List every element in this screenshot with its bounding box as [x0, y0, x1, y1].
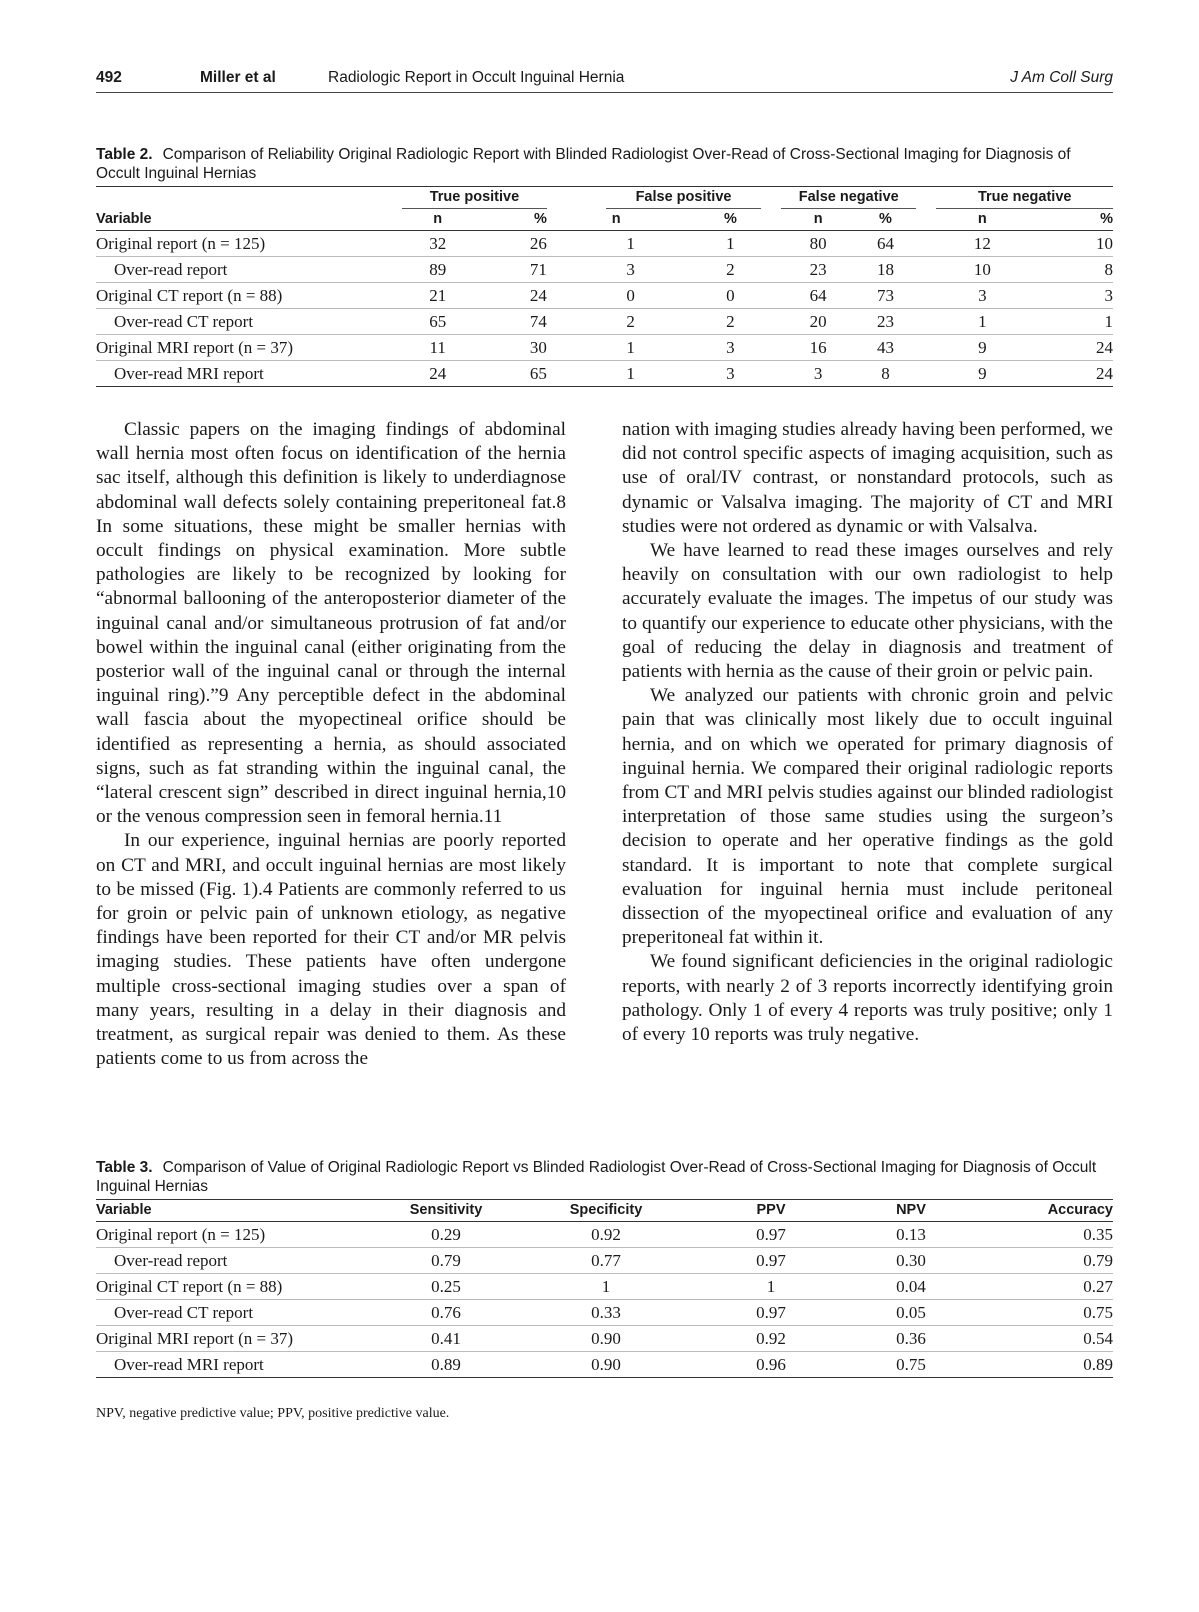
table-2-grid — [96, 186, 1113, 387]
table-cell — [547, 361, 606, 387]
table-cell: 74 — [473, 309, 546, 335]
column-header: % — [723, 211, 737, 227]
table-row — [96, 1248, 1113, 1274]
table-cell: 10 — [936, 257, 1028, 283]
table-cell: 0.75 — [986, 1300, 1113, 1326]
table-cell: 8 — [855, 361, 916, 387]
column-header: n — [611, 211, 621, 227]
table-cell — [547, 335, 606, 361]
body-column-right — [622, 418, 1113, 1047]
table-row — [96, 1274, 1113, 1300]
column-header: n — [977, 211, 987, 227]
table-cell — [547, 309, 606, 335]
table-cell: 0.79 — [386, 1248, 506, 1274]
table-cell: 0.35 — [1083, 1224, 1113, 1244]
table-cell: 65 — [473, 361, 546, 387]
table-cell: Original MRI report (n = 37) — [96, 1326, 386, 1352]
body-paragraph: In our experience, inguinal hernias are poorly reported on CT and MRI, and occult inguinal hernias are most likely to be missed (Fig. 1).4 Patients are commonly referred to us for groin or pelvic pain of unknown etiology, as negative findings have been reported for their CT and/or MR pelvis imaging studies. These patients have often undergone multiple cross-sectional imaging studies over a span of many years, resulting in a delay in their diagnosis and treatment, as surgical repair was denied to them. As these patients come to us from across the — [96, 830, 566, 1070]
table-cell: 0.89 — [386, 1352, 506, 1378]
table-cell — [606, 231, 626, 257]
table-cell: 24 — [473, 283, 546, 309]
table-cell: 0.97 — [706, 1248, 836, 1274]
table-cell: 11 — [402, 335, 473, 361]
body-paragraph: We analyzed our patients with chronic groin and pelvic pain that was clinically most likely due to occult inguinal hernia, and on which we operated for primary diagnosis of inguinal hernia. We compared their original radiologic reports from CT and MRI pelvis studies against our blinded radiologist interpretation of those same studies using the surgeon’s decision to operate and her operative findings as the gold standard. It is important to note that complete surgical evaluation for inguinal hernia must include peritoneal dissection of the myopectineal orifice and evaluation of any preperitoneal fat within it. — [622, 685, 1113, 949]
column-header: Specificity — [569, 1202, 643, 1218]
table-cell: Over-read CT report — [96, 309, 402, 335]
table-cell — [547, 257, 606, 283]
running-header — [96, 66, 1113, 93]
table-row — [96, 309, 1113, 335]
body-paragraph: nation with imaging studies already having been performed, we did not control specific aspects of imaging acquisition, such as use of oral/IV contrast, or nonstandard protocols, such as dynamic or Valsalva imaging. The majority of CT and MRI studies were not ordered as dynamic or with Valsalva. — [622, 419, 1113, 537]
table-cell: 0 — [700, 283, 761, 309]
table-cell: Over-read CT report — [96, 1300, 386, 1326]
table-cell: 2 — [626, 309, 699, 335]
table-cell: 0 — [626, 283, 699, 309]
table-cell: 1 — [626, 233, 635, 253]
table-3-caption — [96, 1158, 1113, 1196]
table-cell — [916, 361, 936, 387]
table-cell: 73 — [855, 283, 916, 309]
table-2-caption-text: Comparison of Reliability Original Radiologic Report with Blinded Radiologist Over-Read of Cross-Sectional Imaging for Diagnosis of Occult Inguinal Hernias — [96, 146, 1071, 182]
table-cell: 0.29 — [431, 1224, 461, 1244]
table-cell: 2 — [700, 309, 761, 335]
table-cell: 24 — [1028, 361, 1113, 387]
table-cell — [916, 283, 936, 309]
group-header: False negative — [781, 187, 916, 209]
table-cell: 0.76 — [386, 1300, 506, 1326]
table-3-grid — [96, 1199, 1113, 1378]
table-cell — [916, 309, 936, 335]
body-column-left — [96, 418, 566, 1071]
table-cell: 12 — [973, 233, 991, 253]
table-cell: 3 — [1028, 283, 1113, 309]
table-3-label: Table 3. — [96, 1159, 153, 1176]
table-cell: Original report (n = 125) — [96, 1224, 266, 1244]
table-cell: Over-read MRI report — [96, 361, 402, 387]
table-cell: 1 — [706, 1274, 836, 1300]
table-cell: 0.96 — [706, 1352, 836, 1378]
table-cell: Over-read MRI report — [96, 1352, 386, 1378]
column-header: Accuracy — [1047, 1202, 1113, 1218]
table-cell: 2 — [700, 257, 761, 283]
table-row — [96, 1222, 1113, 1248]
table-cell: 24 — [1028, 335, 1113, 361]
table-cell: 0.90 — [506, 1352, 706, 1378]
table-cell: 0.75 — [836, 1352, 986, 1378]
column-header: PPV — [756, 1202, 786, 1218]
table-cell: 20 — [781, 309, 854, 335]
table-cell: Original CT report (n = 88) — [96, 1274, 386, 1300]
group-header: True positive — [402, 187, 547, 209]
table-cell — [916, 257, 936, 283]
table-cell: 8 — [1028, 257, 1113, 283]
table-cell: 65 — [402, 309, 473, 335]
table-cell — [761, 257, 781, 283]
table-cell: 80 — [809, 233, 827, 253]
table-cell: 16 — [781, 335, 854, 361]
column-header: Variable — [96, 210, 152, 227]
table-cell: 18 — [855, 257, 916, 283]
table-cell: 9 — [936, 361, 1028, 387]
page-number: 492 — [96, 69, 122, 86]
table-cell: Original MRI report (n = 37) — [96, 335, 402, 361]
table-cell: 0.79 — [986, 1248, 1113, 1274]
table-cell: Over-read report — [96, 257, 402, 283]
body-paragraph: We have learned to read these images ourselves and rely heavily on consultation with our own radiologist to help accurately evaluate the images. The impetus of our study was to quantify our experience to educate other physicians, with the goal of reducing the delay in diagnosis and treatment of patients with hernia as the cause of their groin or pelvic pain. — [622, 540, 1113, 683]
table-cell: 1 — [936, 309, 1028, 335]
table-cell: 0.27 — [986, 1274, 1113, 1300]
table-cell: Original report (n = 125) — [96, 233, 266, 253]
table-2-caption — [96, 145, 1113, 183]
table-3-footnote: NPV, negative predictive value; PPV, positive predictive value. — [96, 1406, 450, 1421]
table-cell: 23 — [855, 309, 916, 335]
table-3 — [96, 1158, 1113, 1378]
table-cell: 0.33 — [506, 1300, 706, 1326]
table-row — [96, 257, 1113, 283]
table-cell — [606, 361, 626, 387]
table-cell: Over-read report — [96, 1248, 386, 1274]
table-cell — [606, 335, 626, 361]
table-cell: 0.97 — [706, 1300, 836, 1326]
column-header: n — [813, 211, 823, 227]
table-cell: 26 — [529, 233, 547, 253]
table-cell: 24 — [402, 361, 473, 387]
table-cell — [606, 283, 626, 309]
table-cell: 0.97 — [756, 1224, 786, 1244]
column-header: % — [879, 211, 892, 227]
table-cell — [761, 361, 781, 387]
table-cell: 3 — [626, 257, 699, 283]
table-row — [96, 1326, 1113, 1352]
table-row — [96, 283, 1113, 309]
table-cell: Original CT report (n = 88) — [96, 283, 402, 309]
table-cell — [761, 283, 781, 309]
table-cell: 0.05 — [836, 1300, 986, 1326]
table-cell — [547, 231, 606, 257]
table-cell: 89 — [402, 257, 473, 283]
running-authors: Miller et al — [200, 69, 276, 86]
body-paragraph: We found significant deficiencies in the original radiologic reports, with nearly 2 of 3 reports incorrectly identifying groin pathology. Only 1 of every 4 reports was truly positive; only 1 of every 10 reports was truly negative. — [622, 951, 1113, 1046]
journal-name: J Am Coll Surg — [1010, 69, 1113, 86]
table-cell: 1 — [506, 1274, 706, 1300]
table-3-caption-text: Comparison of Value of Original Radiologic Report vs Blinded Radiologist Over-Read of Cross-Sectional Imaging for Diagnosis of Occult Inguinal Hernias — [96, 1159, 1097, 1195]
table-cell — [916, 231, 936, 257]
table-cell: 71 — [473, 257, 546, 283]
table-cell: 9 — [936, 335, 1028, 361]
table-cell: 1 — [626, 335, 699, 361]
table-cell: 3 — [700, 335, 761, 361]
table-cell — [606, 257, 626, 283]
table-cell: 3 — [936, 283, 1028, 309]
table-2 — [96, 145, 1113, 387]
table-cell: 3 — [700, 361, 761, 387]
table-cell: 64 — [876, 233, 894, 253]
table-cell: 64 — [781, 283, 854, 309]
table-cell — [916, 335, 936, 361]
table-cell: 1 — [726, 233, 735, 253]
body-paragraph: Classic papers on the imaging findings of abdominal wall hernia most often focus on identification of the hernia sac itself, although this definition is likely to underdiagnose abdominal wall defects solely containing preperitoneal fat.8 In some situations, these might be smaller hernias with occult findings on physical examination. More subtle pathologies are likely to be recognized by looking for “abnormal ballooning of the anteroposterior diameter of the inguinal canal and/or simultaneous protrusion of fat and/or bowel within the inguinal canal (either originating from the posterior wall of the inguinal canal or through the internal inguinal ring).”9 Any perceptible defect in the abdominal wall fascia about the myopectineal orifice should be identified as representing a hernia, as should associated signs, such as fat stranding within the inguinal canal, the “lateral crescent sign” described in direct inguinal hernia,10 or the venous compression seen in femoral hernia.11 — [96, 419, 566, 828]
table-row — [96, 1300, 1113, 1326]
table-cell — [606, 309, 626, 335]
table-cell: 0.89 — [986, 1352, 1113, 1378]
column-header: Variable — [96, 1202, 152, 1218]
table-cell: 0.92 — [706, 1326, 836, 1352]
table-cell — [761, 309, 781, 335]
table-cell: 3 — [781, 361, 854, 387]
table-row — [96, 361, 1113, 387]
table-cell — [761, 231, 781, 257]
table-cell: 0.54 — [986, 1326, 1113, 1352]
table-2-label: Table 2. — [96, 146, 153, 163]
table-cell: 10 — [1096, 233, 1113, 253]
table-cell: 0.25 — [386, 1274, 506, 1300]
column-header: % — [533, 211, 547, 227]
table-cell: 0.92 — [591, 1224, 621, 1244]
table-cell: 0.30 — [836, 1248, 986, 1274]
table-cell: 21 — [402, 283, 473, 309]
table-cell: 23 — [781, 257, 854, 283]
table-cell: 0.13 — [896, 1224, 926, 1244]
group-header: False positive — [606, 187, 761, 209]
column-header: NPV — [896, 1202, 926, 1218]
group-header: True negative — [936, 187, 1113, 209]
table-cell: 32 — [429, 233, 447, 253]
table-cell: 0.90 — [506, 1326, 706, 1352]
table-cell: 1 — [1028, 309, 1113, 335]
table-cell: 0.36 — [836, 1326, 986, 1352]
column-header: n — [433, 211, 443, 227]
table-cell: 0.04 — [836, 1274, 986, 1300]
running-title: Radiologic Report in Occult Inguinal Hernia — [328, 69, 625, 86]
table-cell — [761, 335, 781, 361]
column-header: Sensitivity — [409, 1202, 483, 1218]
table-cell: 1 — [626, 361, 699, 387]
table-row — [96, 335, 1113, 361]
table-cell: 43 — [855, 335, 916, 361]
table-cell: 30 — [473, 335, 546, 361]
table-row — [96, 1352, 1113, 1378]
table-row — [96, 231, 1113, 257]
table-cell: 0.41 — [386, 1326, 506, 1352]
column-header: % — [1100, 211, 1113, 227]
table-cell — [547, 283, 606, 309]
table-cell: 0.77 — [506, 1248, 706, 1274]
